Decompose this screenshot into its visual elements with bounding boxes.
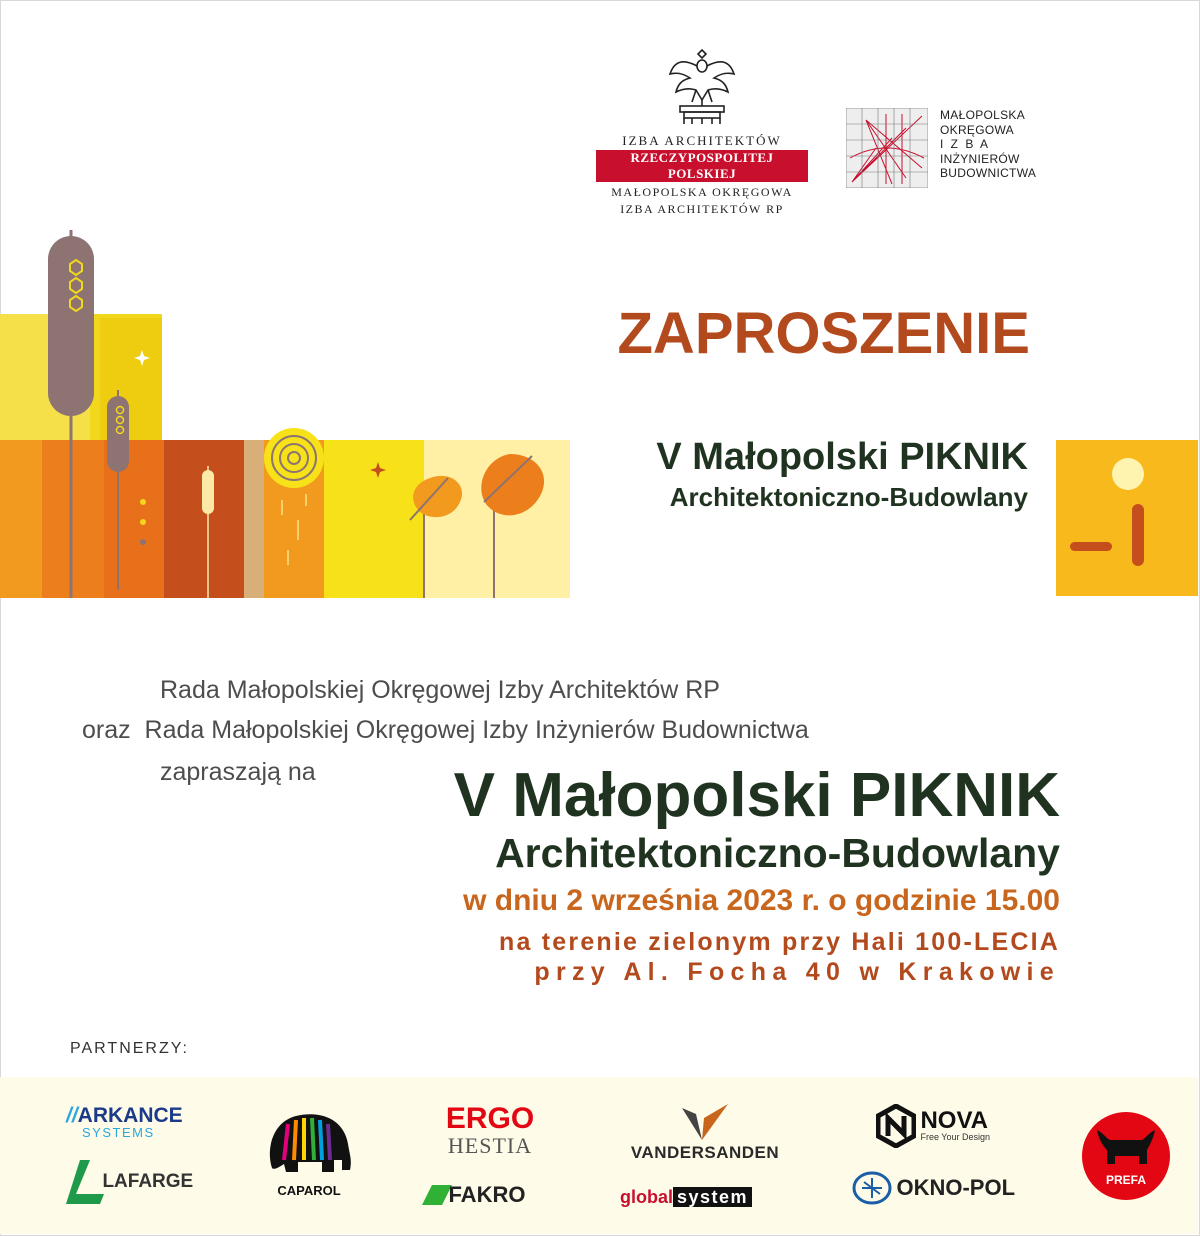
prefa-logo	[1082, 1112, 1170, 1200]
banner-event-line1: V Małopolski PIKNIK	[656, 436, 1028, 478]
host-line1: Rada Małopolskiej Okręgowej Izby Architektów RP	[160, 676, 720, 704]
iarp-line3: MAŁOPOLSKA OKRĘGOWA	[611, 185, 793, 199]
invitation-title: ZAPROSZENIE	[617, 301, 1030, 366]
nova-tagline: Free Your Design	[920, 1132, 990, 1142]
global-name: global	[620, 1187, 673, 1207]
iarp-line4: IZBA ARCHITEKTÓW RP	[620, 202, 784, 216]
event-place-line2: przy Al. Focha 40 w Krakowie	[534, 958, 1060, 986]
host-line2-text: Rada Małopolskiej Okręgowej Izby Inżynierów Budownictwa	[144, 716, 809, 744]
caparol-logo	[262, 1110, 356, 1198]
iarp-line1: IZBA ARCHITEKTÓW	[622, 133, 782, 148]
ergo-hestia-logo	[440, 1104, 540, 1158]
lafarge-mark-icon	[66, 1160, 104, 1204]
global-system-logo	[620, 1186, 752, 1208]
decorative-block-right	[1056, 440, 1198, 596]
elephant-icon	[262, 1110, 356, 1180]
moiib-line: BUDOWNICTWA	[940, 166, 1037, 180]
banner-event-line2: Architektoniczno-Budowlany	[669, 482, 1028, 512]
lafarge-name: LAFARGE	[102, 1171, 194, 1192]
lafarge-logo	[66, 1160, 193, 1204]
okno-pol-mark-icon	[852, 1170, 892, 1206]
okno-pol-logo	[852, 1170, 1015, 1206]
event-title: V Małopolski PIKNIK	[453, 761, 1060, 830]
invite-lead: zapraszają na	[160, 758, 316, 786]
nova-name: NOVA	[920, 1107, 989, 1134]
host-line2	[82, 716, 809, 745]
partners-strip	[0, 1077, 1198, 1234]
vandersanden-name: VANDERSANDEN	[630, 1143, 780, 1162]
bull-icon	[1091, 1124, 1161, 1172]
nova-logo	[876, 1104, 990, 1148]
hestia-name: HESTIA	[447, 1133, 533, 1158]
arkance-logo: //ARKANCE SYSTEMS	[66, 1104, 183, 1140]
ergo-name: ERGO	[445, 1102, 535, 1135]
okno-pol-name: OKNO-POL	[896, 1175, 1016, 1200]
moiib-line: MAŁOPOLSKA	[940, 108, 1026, 122]
vandersanden-logo	[630, 1104, 780, 1161]
fakro-name: FAKRO	[448, 1182, 526, 1207]
autumn-illustration	[0, 230, 572, 598]
arkance-sub: SYSTEMS	[82, 1125, 155, 1140]
moiib-line: OKRĘGOWA	[940, 122, 1014, 137]
eagle-emblem-icon	[662, 44, 742, 126]
moiib-logo-text	[940, 108, 1036, 181]
event-subtitle: Architektoniczno-Budowlany	[495, 830, 1060, 876]
moiib-line: INŻYNIERÓW	[940, 151, 1020, 166]
fakro-logo	[422, 1182, 525, 1208]
partners-label: PARTNERZY:	[70, 1040, 189, 1057]
event-place-line1: na terenie zielonym przy Hali 100-LECIA	[499, 928, 1060, 956]
iarp-logo	[596, 44, 808, 216]
system-name: system	[673, 1187, 752, 1207]
moiib-logo-icon	[846, 108, 928, 188]
iarp-line2: RZECZYPOSPOLITEJ POLSKIEJ	[596, 150, 808, 182]
moiib-line: I Z B A	[940, 137, 991, 151]
caparol-name: CAPAROL	[277, 1183, 341, 1198]
host-line2-prefix: oraz	[82, 716, 131, 744]
prefa-name: PREFA	[1105, 1173, 1146, 1187]
vandersanden-mark-icon	[682, 1104, 728, 1140]
nova-mark-icon	[876, 1104, 916, 1148]
event-date: w dniu 2 września 2023 r. o godzinie 15.00	[463, 884, 1060, 917]
arkance-name: ARKANCE	[77, 1104, 183, 1127]
